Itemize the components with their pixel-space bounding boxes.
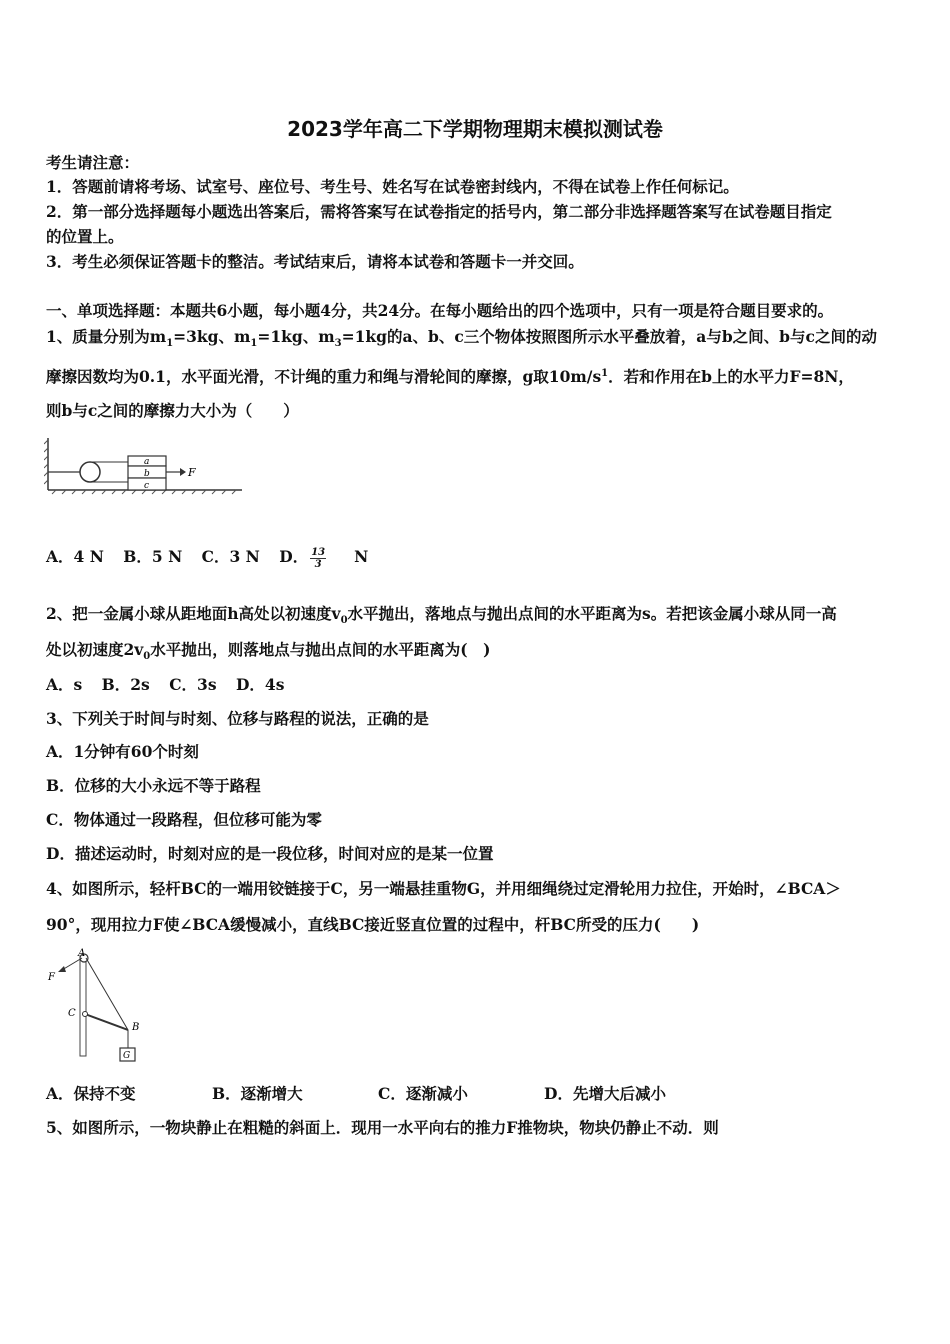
- q4-line-2: 90°，现用拉力F使∠BCA缓慢减小，直线BC接近竖直位置的过程中，杆BC所受的压力( ): [46, 915, 700, 934]
- q1-option-d[interactable]: D． $\frac{13}{3}$ N: [279, 546, 369, 570]
- block-c-label: c: [144, 481, 150, 491]
- page-title: 2023学年高二下学期物理期末模拟测试卷: [287, 117, 663, 141]
- force-f-label: F: [48, 972, 55, 983]
- q1-figure: [44, 436, 244, 514]
- notice-item-2-cont: 的位置上。: [46, 227, 124, 246]
- block-a-label: a: [144, 457, 150, 467]
- block-b-label: b: [144, 469, 150, 479]
- q3-option-b[interactable]: B．位移的大小永远不等于路程: [46, 776, 261, 795]
- pulley-icon: [80, 462, 100, 482]
- section-heading: 一、单项选择题：本题共6小题，每小题4分，共24分。在每小题给出的四个选项中，只有一项是符合题目要求的。: [46, 301, 834, 320]
- q1-line-1: 1、质量分别为$m_1=3kg$、$m_1=1kg$、$m_3=1kg$的a、b、c三个物体按照图所示水平叠放着，a与b之间、b与c之间的动: [46, 327, 877, 350]
- q2-option-b[interactable]: B．2s: [101, 675, 150, 694]
- hinge-icon: [83, 1012, 88, 1017]
- q1-option-b[interactable]: B．5 N: [123, 547, 183, 566]
- q2-option-a[interactable]: A．s: [46, 675, 83, 694]
- q5-stem: 5、如图所示，一物块静止在粗糙的斜面上．现用一水平向右的推力F推物块，物块仍静止不动．则: [46, 1118, 719, 1137]
- q1-line-3: 则b与c之间的摩擦力大小为（ ）: [46, 401, 299, 420]
- point-c-label: C: [68, 1008, 76, 1019]
- weight-g-label: G: [123, 1051, 131, 1061]
- force-arrow-icon: [58, 966, 66, 972]
- q3-option-c[interactable]: C．物体通过一段路程，但位移可能为零: [46, 810, 322, 829]
- q1-option-c[interactable]: C．3 N: [201, 547, 260, 566]
- point-b-label: B: [132, 1022, 140, 1033]
- q4-line-1: 4、如图所示，轻杆BC的一端用铰链接于C，另一端悬挂重物G，并用细绳绕过定滑轮用力拉住，开始时，∠BCA＞: [46, 879, 841, 898]
- point-a-label: A: [78, 948, 86, 959]
- fraction: $\frac{13}{3}$: [311, 546, 326, 570]
- q1-line-2: 摩擦因数均为0.1，水平面光滑，不计绳的重力和绳与滑轮间的摩擦，g取$10m/s^1$．若和作用在b上的水平力F=8N，: [46, 367, 854, 387]
- notice-item-1: 1．答题前请将考场、试室号、座位号、考生号、姓名写在试卷密封线内，不得在试卷上作任何标记。: [46, 177, 739, 196]
- q4-option-d[interactable]: D．先增大后减小: [544, 1084, 666, 1103]
- q3-option-a[interactable]: A．1分钟有60个时刻: [46, 742, 199, 761]
- notice-item-3: 3．考生必须保证答题卡的整洁。考试结束后，请将本试卷和答题卡一并交回。: [46, 252, 584, 271]
- q4-option-b[interactable]: B．逐渐增大: [212, 1084, 303, 1103]
- q1-option-a[interactable]: A．4 N: [46, 547, 104, 566]
- q4-figure: [44, 946, 154, 1066]
- q3-option-d[interactable]: D．描述运动时，时刻对应的是一段位移，时间对应的是某一位置: [46, 844, 494, 863]
- q4-options: [46, 1083, 904, 1105]
- q4-option-a[interactable]: A．保持不变: [46, 1084, 136, 1103]
- notice-item-2: 2．第一部分选择题每小题选出答案后，需将答案写在试卷指定的括号内，第二部分非选择题答案写在试卷题目指定: [46, 202, 832, 221]
- force-label: F: [188, 466, 196, 479]
- q4-option-c[interactable]: C．逐渐减小: [378, 1084, 468, 1103]
- q2-options: [46, 674, 904, 696]
- q2-option-c[interactable]: C．3s: [169, 675, 217, 694]
- q2-line-2: 处以初速度$2v_0$水平抛出，则落地点与抛出点间的水平距离为( ): [46, 640, 491, 663]
- q2-option-d[interactable]: D．4s: [235, 675, 285, 694]
- notice-heading: 考生请注意：: [46, 153, 140, 172]
- q1-options: [46, 546, 904, 570]
- q3-stem: 3、下列关于时间与时刻、位移与路程的说法，正确的是: [46, 709, 429, 728]
- q2-line-1: 2、把一金属小球从距地面h高处以初速度$v_0$水平抛出，落地点与抛出点间的水平距离为s。若把该金属小球从同一高: [46, 604, 837, 627]
- force-arrow-icon: [180, 468, 186, 476]
